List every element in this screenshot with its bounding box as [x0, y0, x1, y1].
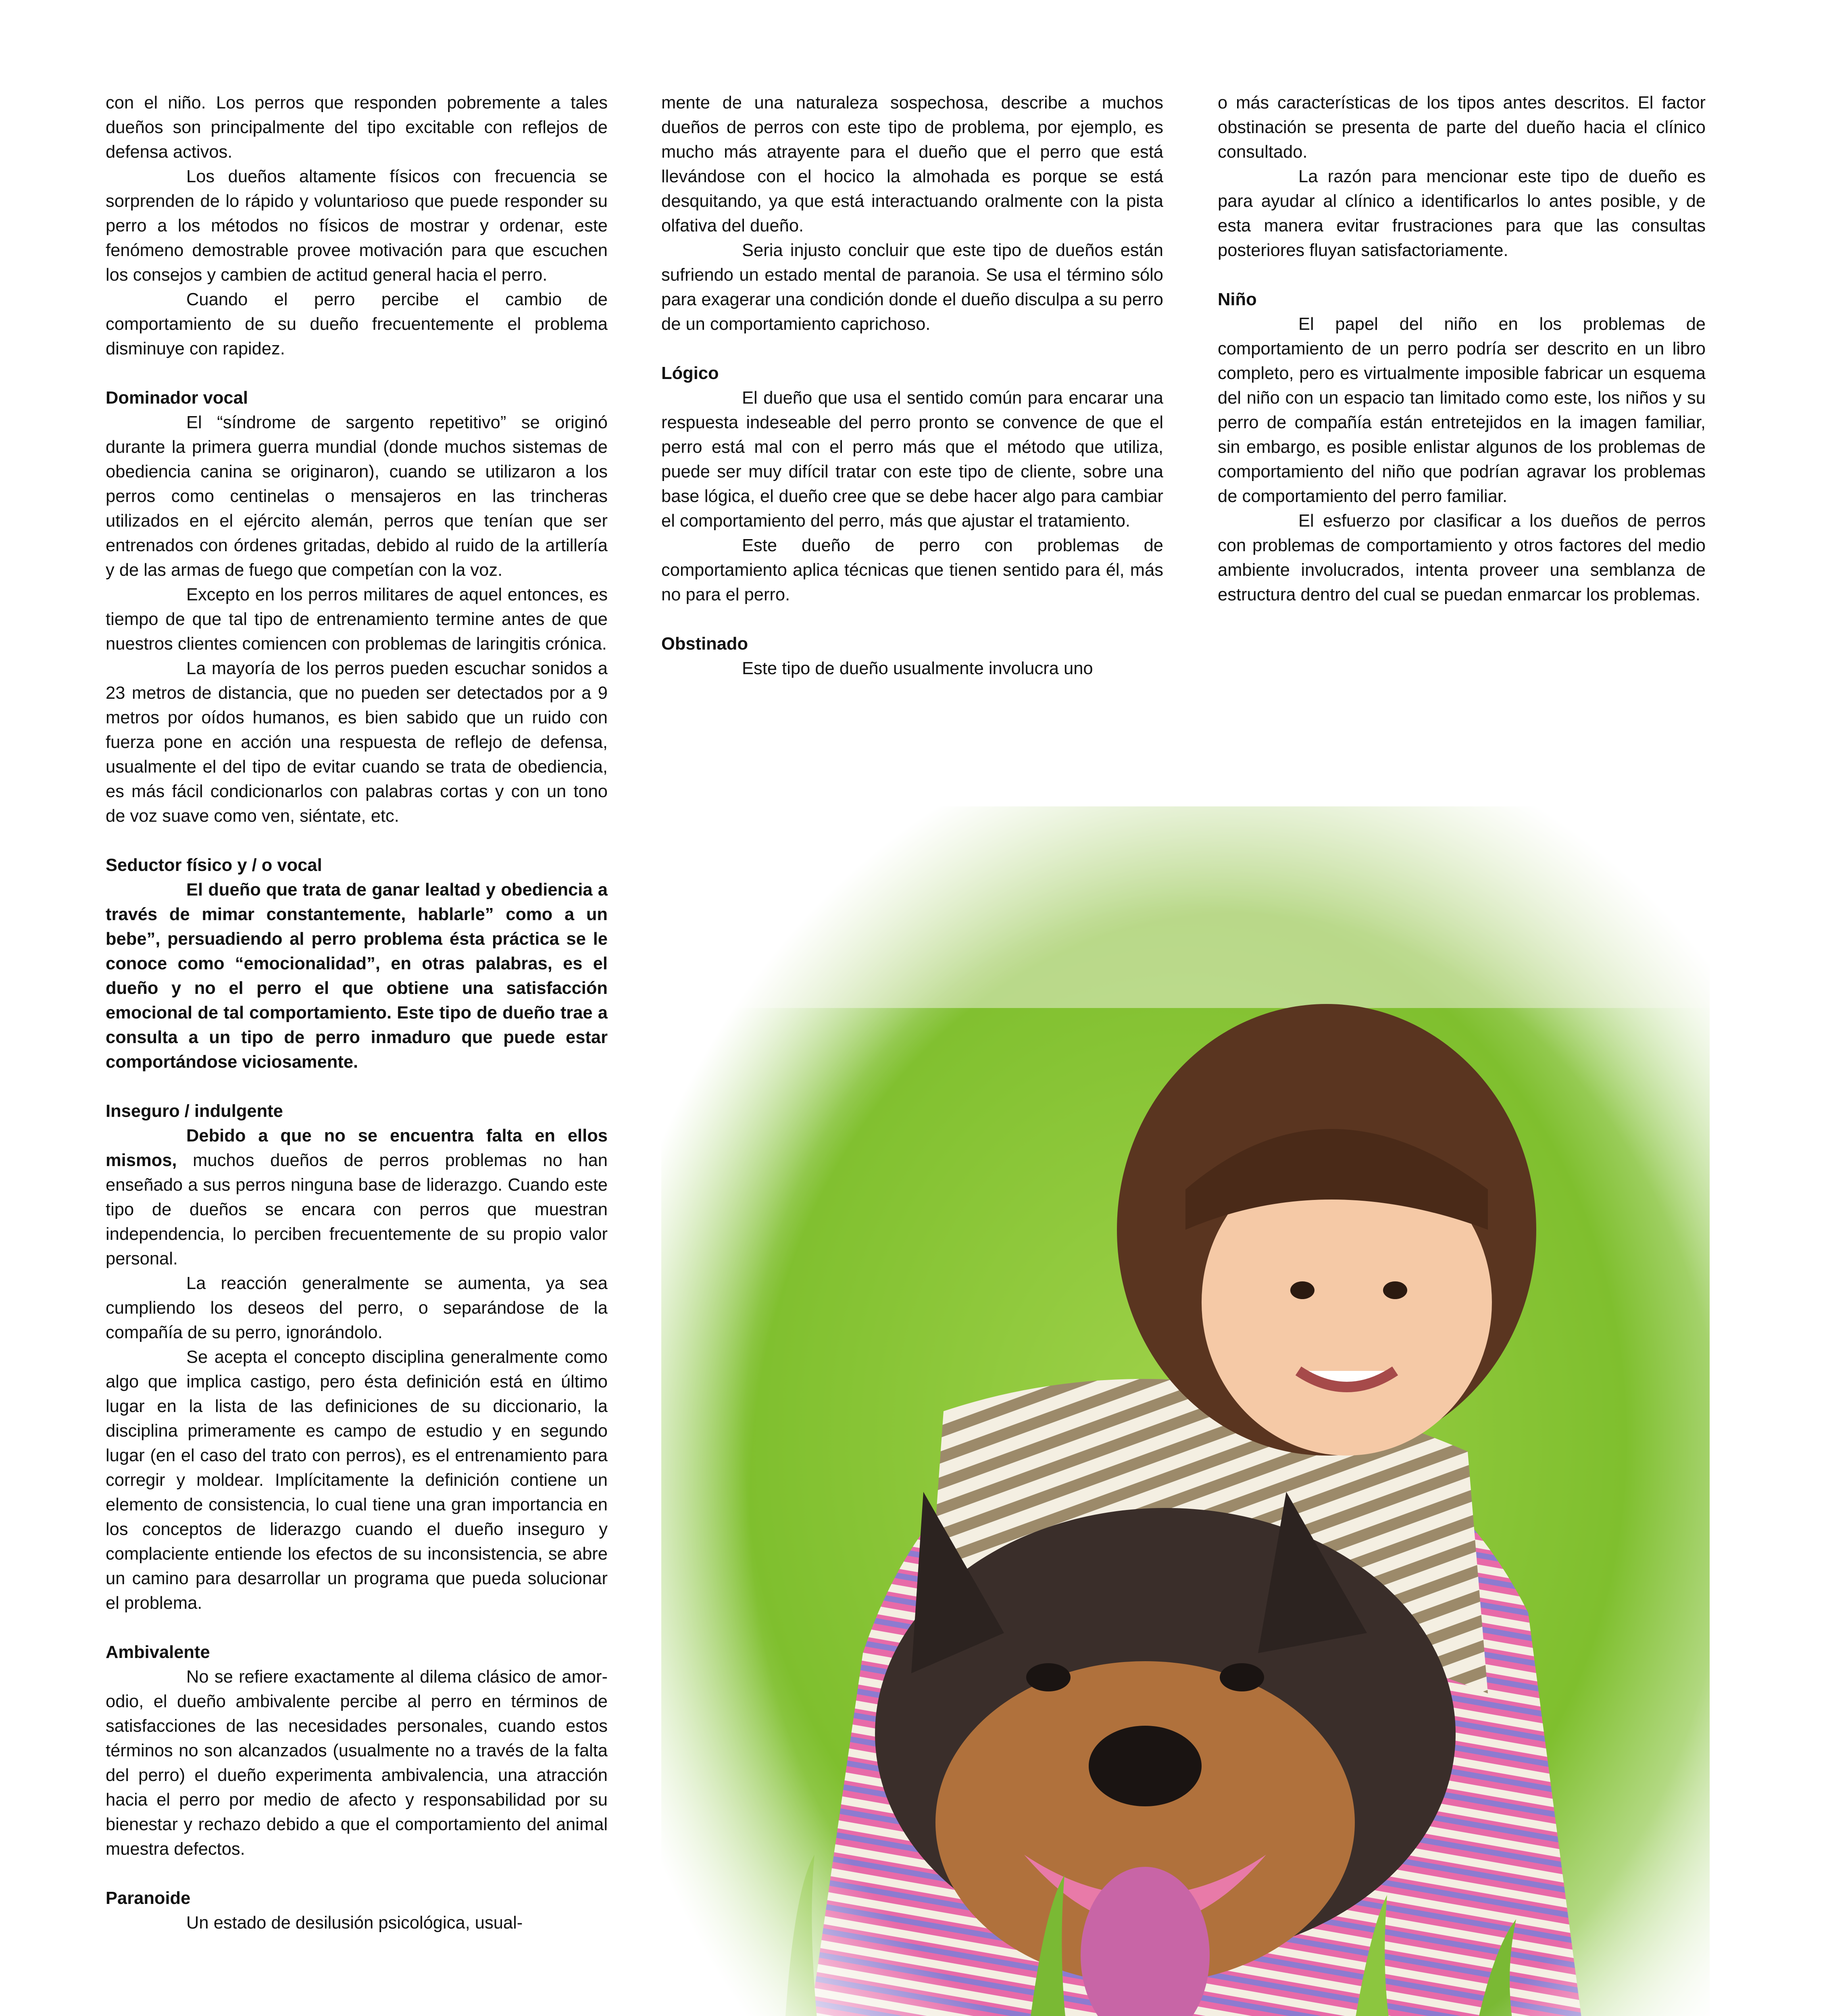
photo-illustration	[661, 806, 1710, 2016]
photo-girl-with-dog	[661, 806, 1710, 2016]
paragraph: Seria injusto concluir que este tipo de dueños están sufriendo un estado mental de paranoia. Se usa el término sólo para exagerar una condición donde el dueño disculpa a su perro de un comportamiento caprichoso.	[661, 241, 1163, 334]
bold-lead: Debido a que no se encuentra falta en ellos mismos,	[106, 1126, 608, 1170]
section-heading-inseguro: Inseguro / indulgente	[106, 1102, 283, 1121]
paragraph: Excepto en los perros militares de aquel entonces, es tiempo de que tal tipo de entrenamiento termine antes de que nuestros clientes comiencen con problemas de laringitis crónica.	[106, 585, 608, 654]
paragraph: Se acepta el concepto disciplina generalmente como algo que implica castigo, pero ésta definición está en último lugar en la lista de las definiciones de su diccionario, la disciplina primeramente es campo de estudio y en segundo lugar (en el caso del trato con perros), es el entrenamiento para corregir y moldear. Implícitamente la definición contiene un elemento de consistencia, lo cual tiene una gran importancia en los conceptos de liderazgo cuando el dueño inseguro y complaciente entiende los efectos de su inconsistencia, se abre un camino para desarrollar un programa que pueda solucionar el problema.	[106, 1347, 608, 1613]
paragraph: Este tipo de dueño usualmente involucra uno	[742, 659, 1093, 678]
text-column-1	[106, 91, 608, 1935]
paragraph: Un estado de desilusión psicológica, usual-	[186, 1913, 523, 1933]
paragraph: El “síndrome de sargento repetitivo” se originó durante la primera guerra mundial (donde muchos sistemas de obediencia canina se originaron), cuando se utilizaron a los perros como centinelas o mensajeros en las trincheras utilizados en el ejército alemán, perros que tenían que ser entrenados con órdenes gritadas, debido al ruido de la artillería y de las armas de fuego que competían con la voz.	[106, 413, 608, 580]
section-heading-seductor: Seductor físico y / o vocal	[106, 856, 322, 875]
paragraph: o más características de los tipos antes descritos. El factor obstinación se presenta de parte del dueño hacia el clínico consultado.	[1218, 93, 1706, 162]
paragraph: El papel del niño en los problemas de comportamiento de un perro podría ser descrito en un libro completo, pero es virtualmente imposible fabricar un esquema del niño con un espacio tan limitado como este, los niños y su perro de compañía están entretejidos en la imagen familiar, sin embargo, es posible enlistar algunos de los problemas de comportamiento del niño que podrían agravar los problemas de comportamiento del perro familiar.	[1218, 314, 1706, 506]
section-heading-logico: Lógico	[661, 364, 719, 383]
paragraph-rest: muchos dueños de perros problemas no han enseñado a sus perros ninguna base de liderazgo. Cuando este tipo de dueños se encara con perros que muestran independencia, lo perciben frecuentemente de su propio valor personal.	[106, 1151, 608, 1268]
paragraph: Los dueños altamente físicos con frecuencia se sorprenden de lo rápido y voluntarioso que puede responder su perro a los métodos no físicos de mostrar y ordenar, este fenómeno demostrable provee motivación para que escuchen los consejos y cambien de actitud general hacia el perro.	[106, 167, 608, 285]
paragraph: La mayoría de los perros pueden escuchar sonidos a 23 metros de distancia, que no pueden ser detectados por a 9 metros por oídos humanos, es bien sabido que un ruido con fuerza pone en acción una respuesta de reflejo de defensa, usualmente el del tipo de evitar cuando se trata de obediencia, es más fácil condicionarlos con palabras cortas y con un tono de voz suave como ven, siéntate, etc.	[106, 659, 608, 826]
paragraph: El dueño que usa el sentido común para encarar una respuesta indeseable del perro pronto se convence de que el perro está mal con el perro más que el método que utiliza, puede ser muy difícil tratar con este tipo de cliente, sobre una base lógica, el dueño cree que se debe hacer algo para cambiar el comportamiento del perro, más que ajustar el tratamiento.	[661, 388, 1163, 531]
paragraph: La reacción generalmente se aumenta, ya sea cumpliendo los deseos del perro, o separándose de la compañía de su perro, ignorándolo.	[106, 1274, 608, 1342]
section-heading-paranoide: Paranoide	[106, 1889, 191, 1908]
section-heading-obstinado: Obstinado	[661, 634, 748, 654]
paragraph: Este dueño de perro con problemas de comportamiento aplica técnicas que tienen sentido para él, más no para el perro.	[661, 536, 1163, 604]
paragraph: No se refiere exactamente al dilema clásico de amor-odio, el dueño ambivalente percibe al perro en términos de satisfacciones de las necesidades personales, cuando estos términos no son alcanzados (usualmente no a través de la falta del perro) el dueño experimenta ambivalencia, una atracción hacia el perro por medio de afecto y responsabilidad por su bienestar y rechazo debido a que el comportamiento del animal muestra defectos.	[106, 1667, 608, 1859]
text-column-2	[661, 91, 1163, 681]
section-heading-dominador: Dominador vocal	[106, 388, 248, 408]
paragraph	[106, 1124, 608, 1271]
paragraph: Cuando el perro percibe el cambio de comportamiento de su dueño frecuentemente el problema disminuye con rapidez.	[106, 290, 608, 358]
paragraph: El dueño que trata de ganar lealtad y obediencia a través de mimar constantemente, hablarle” como a un bebe”, persuadiendo al perro problema ésta práctica se le conoce como “emocionalidad”, en otras palabras, es el dueño y no el perro el que obtiene una satisfacción emocional de tal comportamiento. Este tipo de dueño trae a consulta a un tipo de perro inmaduro que puede estar comportándose viciosamente.	[106, 880, 608, 1072]
paragraph: mente de una naturaleza sospechosa, describe a muchos dueños de perros con este tipo de problema, por ejemplo, es mucho más atrayente para el dueño que el perro que está llevándose con el hocico la almohada es porque se está desquitando, ya que está interactuando oralmente con la pista olfativa del dueño.	[661, 93, 1163, 235]
section-heading-ambivalente: Ambivalente	[106, 1643, 210, 1662]
text-column-3	[1218, 91, 1706, 607]
paragraph: El esfuerzo por clasificar a los dueños de perros con problemas de comportamiento y otros factores del medio ambiente involucrados, intenta proveer una semblanza de estructura dentro del cual se puedan enmarcar los problemas.	[1218, 511, 1706, 604]
paragraph: La razón para mencionar este tipo de dueño es para ayudar al clínico a identificarlos lo antes posible, y de esta manera evitar frustraciones para que las consultas posteriores fluyan satisfactoriamente.	[1218, 167, 1706, 260]
section-heading-nino: Niño	[1218, 290, 1257, 309]
paragraph: con el niño. Los perros que responden pobremente a tales dueños son principalmente del tipo excitable con reflejos de defensa activos.	[106, 93, 608, 162]
